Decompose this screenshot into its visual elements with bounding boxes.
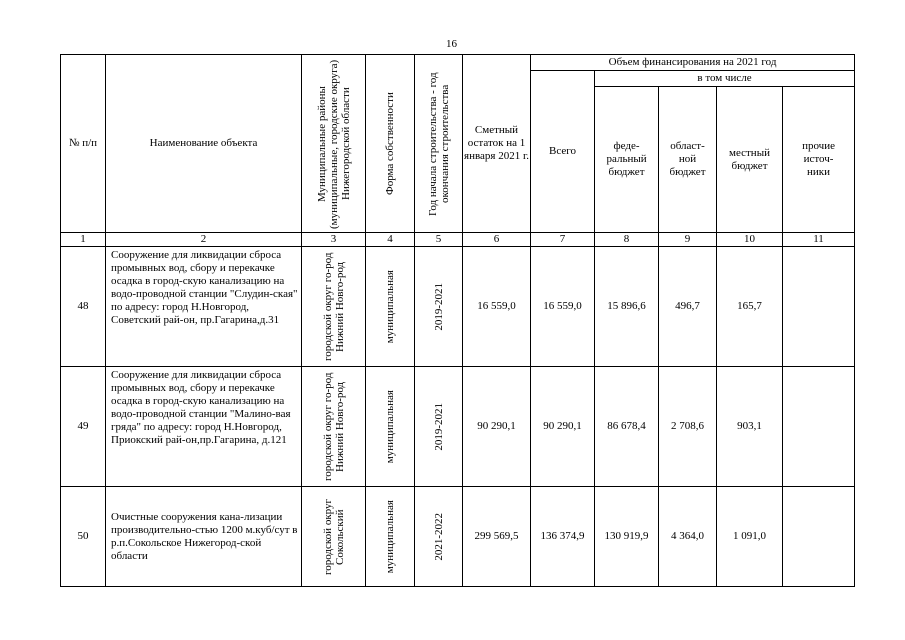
other-value xyxy=(783,487,855,587)
column-number: 7 xyxy=(531,233,595,247)
local-value: 903,1 xyxy=(717,367,783,487)
estimate-value: 90 290,1 xyxy=(463,367,531,487)
district-cell xyxy=(302,367,366,487)
other-value xyxy=(783,367,855,487)
table-row xyxy=(61,367,855,487)
header-regional-text: област-ной бюджет xyxy=(669,140,706,178)
local-value: 165,7 xyxy=(717,247,783,367)
object-name: Очистные сооружения кана-лизации производительно-стью 1200 м.куб/сут в р.п.Сокольское Нижегород-ской области xyxy=(106,487,302,587)
object-name: Сооружение для ликвидации сброса промывных вод, сбору и перекачке осадка в город-скую канализацию на водо-проводной станции "Малино-вая гряда" по адресу: город Н.Новгород, Приокский рай-он,пр.Гагарина, д.121 xyxy=(106,367,302,487)
row-num: 49 xyxy=(61,367,106,487)
header-years-text: Год начала строительства - год окончания строительства xyxy=(426,71,451,216)
header-local xyxy=(717,87,783,233)
years-text: 2019-2021 xyxy=(432,282,445,331)
regional-value: 496,7 xyxy=(659,247,717,367)
header-districts-text: Муниципальные районы (муниципальные, городские округа) Нижегородской области xyxy=(315,58,352,229)
years-cell xyxy=(415,487,463,587)
funding-table xyxy=(60,54,855,587)
page-number: 16 xyxy=(446,38,457,50)
column-number: 8 xyxy=(595,233,659,247)
header-ownership xyxy=(366,55,415,233)
object-name: Сооружение для ликвидации сброса промывных вод, сбору и перекачке осадка в город-скую канализацию на водо-проводной станции "Слудин-ская" по адресу: город Н.Новгород, Советский рай-он, пр.Гагарина,д.31 xyxy=(106,247,302,367)
ownership-cell xyxy=(366,487,415,587)
ownership-cell xyxy=(366,247,415,367)
total-value: 90 290,1 xyxy=(531,367,595,487)
column-number: 10 xyxy=(717,233,783,247)
header-name: Наименование объекта xyxy=(106,55,302,233)
federal-value: 86 678,4 xyxy=(595,367,659,487)
federal-value: 130 919,9 xyxy=(595,487,659,587)
row-num: 48 xyxy=(61,247,106,367)
total-value: 16 559,0 xyxy=(531,247,595,367)
header-districts xyxy=(302,55,366,233)
local-value: 1 091,0 xyxy=(717,487,783,587)
years-text: 2019-2021 xyxy=(432,402,445,451)
header-other-text: прочие источ-ники xyxy=(802,140,835,178)
column-number: 5 xyxy=(415,233,463,247)
header-regional xyxy=(659,87,717,233)
column-number: 4 xyxy=(366,233,415,247)
district-cell xyxy=(302,247,366,367)
header-years xyxy=(415,55,463,233)
header-including: в том числе xyxy=(595,71,855,87)
column-numbers-row xyxy=(61,233,855,247)
regional-value: 4 364,0 xyxy=(659,487,717,587)
ownership-cell xyxy=(366,367,415,487)
header-federal xyxy=(595,87,659,233)
estimate-value: 16 559,0 xyxy=(463,247,531,367)
district-text: городской округ го-род Нижний Новго-род xyxy=(321,372,346,481)
column-number: 11 xyxy=(783,233,855,247)
table-row xyxy=(61,247,855,367)
regional-value: 2 708,6 xyxy=(659,367,717,487)
other-value xyxy=(783,247,855,367)
column-number: 9 xyxy=(659,233,717,247)
district-text: городской округ Сокольский xyxy=(321,498,346,575)
federal-value: 15 896,6 xyxy=(595,247,659,367)
column-number: 3 xyxy=(302,233,366,247)
header-federal-text: феде-ральный бюджет xyxy=(606,140,647,178)
header-ownership-text: Форма собственности xyxy=(384,92,396,195)
header-local-text: местный бюджет xyxy=(729,146,770,172)
header-estimate: Сметный остаток на 1 января 2021 г. xyxy=(463,55,531,233)
table-row xyxy=(61,487,855,587)
district-text: городской округ го-род Нижний Новго-род xyxy=(321,252,346,361)
column-number: 1 xyxy=(61,233,106,247)
header-other xyxy=(783,87,855,233)
header-total: Всего xyxy=(531,71,595,233)
ownership-text: муниципальная xyxy=(384,269,396,344)
ownership-text: муниципальная xyxy=(384,389,396,464)
ownership-text: муниципальная xyxy=(384,499,396,574)
years-cell xyxy=(415,367,463,487)
total-value: 136 374,9 xyxy=(531,487,595,587)
district-cell xyxy=(302,487,366,587)
column-number: 6 xyxy=(463,233,531,247)
years-text: 2021-2022 xyxy=(432,512,445,561)
estimate-value: 299 569,5 xyxy=(463,487,531,587)
header-num: № п/п xyxy=(61,55,106,233)
header-funding: Объем финансирования на 2021 год xyxy=(531,55,855,71)
row-num: 50 xyxy=(61,487,106,587)
column-number: 2 xyxy=(106,233,302,247)
years-cell xyxy=(415,247,463,367)
